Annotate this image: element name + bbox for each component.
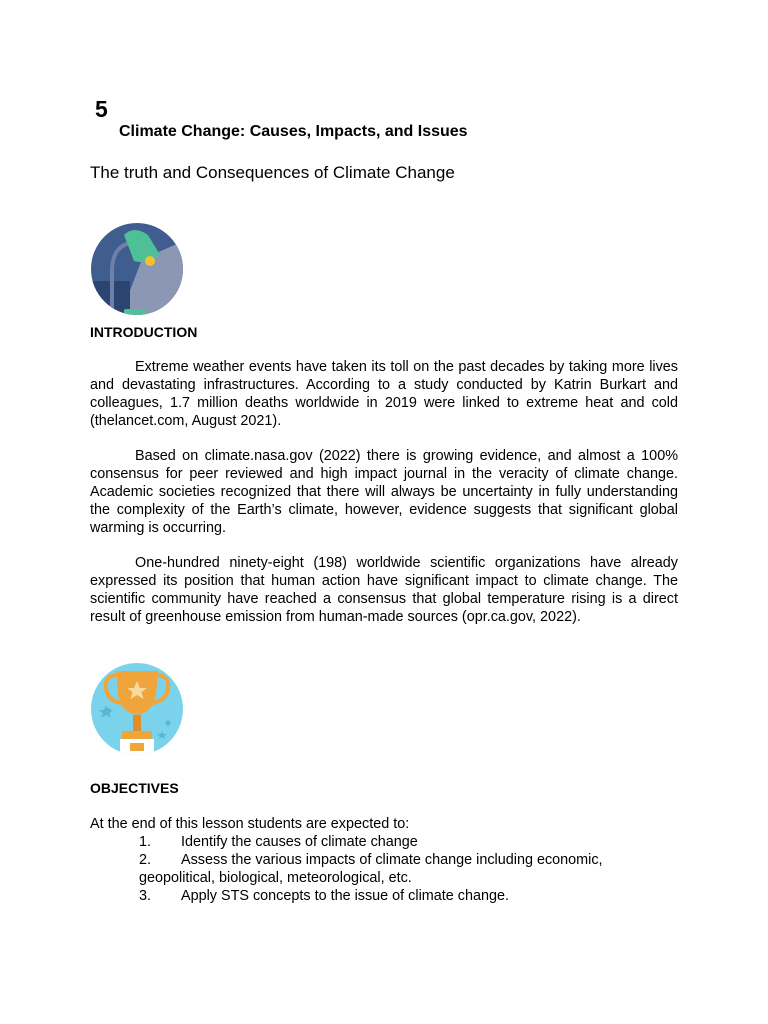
objectives-list bbox=[139, 833, 679, 905]
objective-item-1 bbox=[139, 833, 679, 851]
introduction-heading: INTRODUCTION bbox=[90, 324, 198, 340]
desk-lamp-icon bbox=[90, 221, 184, 317]
chapter-title: Climate Change: Causes, Impacts, and Issues bbox=[119, 123, 468, 140]
objective-item-3 bbox=[139, 887, 679, 905]
trophy-icon bbox=[90, 661, 184, 757]
objective-text: Apply STS concepts to the issue of climate change. bbox=[181, 888, 509, 904]
chapter-number: 5 bbox=[95, 96, 108, 122]
objective-number: 2. bbox=[139, 852, 152, 868]
page-subtitle: The truth and Consequences of Climate Change bbox=[90, 163, 455, 182]
introduction-paragraph-1: Extreme weather events have taken its toll on the past decades by taking more lives and devastating infrastructures. According to a study conducted by Katrin Burkart and colleagues, 1.7 million deaths worldwide in 2019 were linked to extreme heat and cold (thelancet.com, August 2021). bbox=[90, 359, 678, 429]
introduction-paragraph-3: One-hundred ninety-eight (198) worldwide scientific organizations have already expressed its position that human action have significant impact to climate change. The scientific community have reached a consensus that global temperature rising is a direct result of greenhouse emission from human-made sources (opr.ca.gov, 2022). bbox=[90, 555, 678, 625]
introduction-paragraph-2: Based on climate.nasa.gov (2022) there is growing evidence, and almost a 100% consensus for peer reviewed and high impact journal in the veracity of climate change. Academic societies recognized that there will always be uncertainty in fully understanding the complexity of the Earth’s climate, however, evidence suggests that significant global warming is occurring. bbox=[90, 448, 678, 536]
objective-number: 3. bbox=[139, 888, 152, 904]
objective-number: 1. bbox=[139, 834, 152, 850]
objective-text: Assess the various impacts of climate change including economic, geopolitical, biological, meteorological, etc. bbox=[139, 852, 603, 886]
objectives-lead: At the end of this lesson students are expected to: bbox=[90, 816, 410, 832]
objective-text: Identify the causes of climate change bbox=[181, 834, 418, 850]
objectives-heading: OBJECTIVES bbox=[90, 780, 179, 796]
objective-item-2 bbox=[139, 851, 679, 887]
